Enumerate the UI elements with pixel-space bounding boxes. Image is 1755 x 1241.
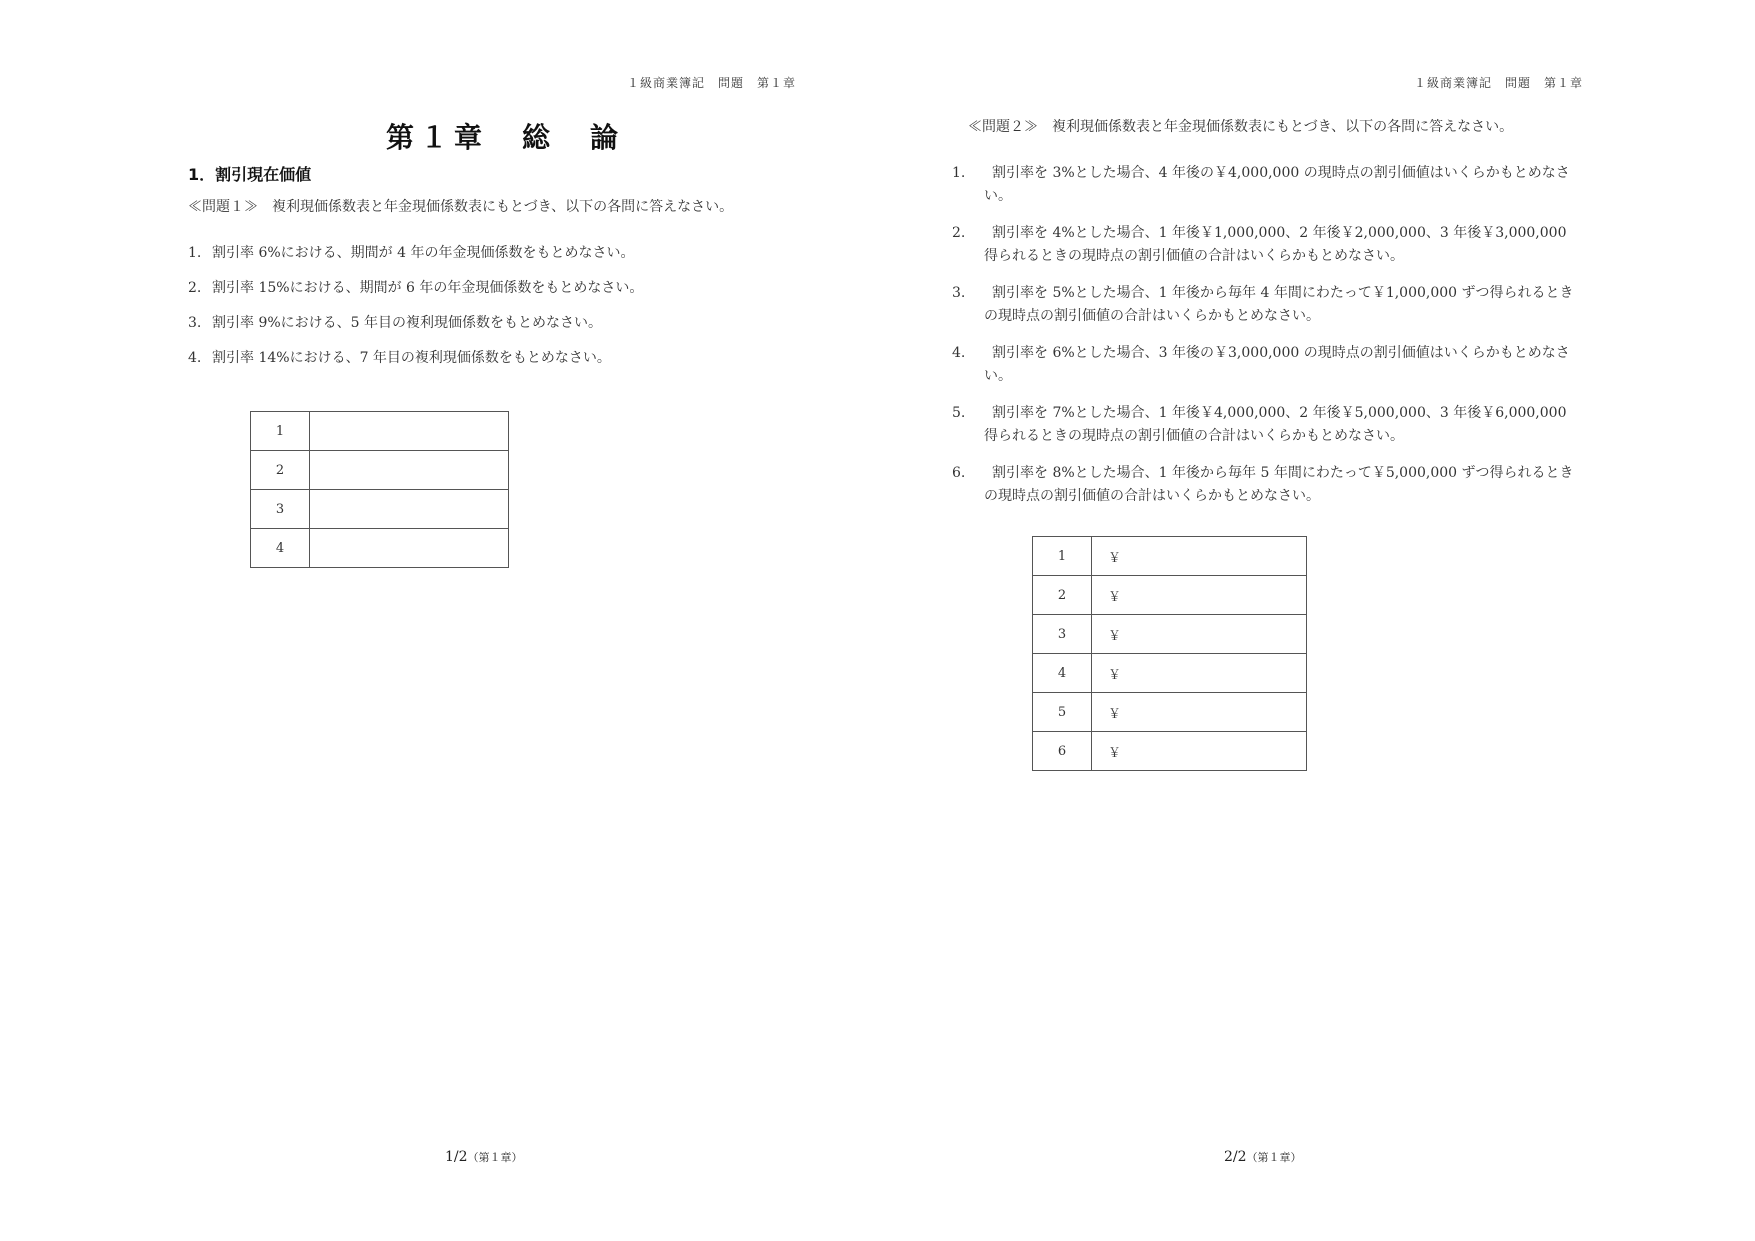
answer-cell[interactable]: ￥ [1092, 615, 1307, 654]
answer-cell[interactable] [310, 412, 509, 451]
question-text: 割引率を 3%とした場合、4 年後の￥4,000,000 の現時点の割引価値はいくらかもとめなさい。 [984, 165, 1570, 204]
answer-row [251, 451, 509, 490]
answer-row [251, 490, 509, 529]
answer-row [1033, 654, 1307, 693]
question-item [952, 222, 1583, 268]
answer-table [250, 411, 509, 568]
page-number: 1/2 [445, 1149, 468, 1165]
answer-number: 5 [1033, 693, 1092, 732]
question-number: 4. [952, 345, 966, 361]
question-item [188, 312, 788, 334]
question-number: 2. [952, 225, 966, 241]
footer-chapter-note: （第１章） [467, 1151, 523, 1164]
answer-number: 4 [251, 529, 310, 568]
answer-row [1033, 576, 1307, 615]
answer-number: 3 [251, 490, 310, 529]
question-text: 割引率を 7%とした場合、1 年後￥4,000,000、2 年後￥5,000,000、3 年後￥6,000,000 得られるときの現時点の割引価値の合計はいくらかもとめなさい。 [984, 405, 1567, 444]
question-number: 5. [952, 405, 966, 421]
page-header: １級商業簿記 問題 第１章 [627, 76, 797, 90]
question-number: 2. [188, 280, 202, 296]
answer-cell[interactable] [310, 490, 509, 529]
right-page [878, 0, 1755, 1241]
question-text: 割引率 9%における、5 年目の複利現価係数をもとめなさい。 [212, 315, 603, 331]
answer-cell[interactable] [310, 529, 509, 568]
page-header: １級商業簿記 問題 第１章 [1414, 76, 1584, 90]
answer-table [1032, 536, 1307, 771]
question-number: 1. [188, 245, 202, 261]
page-footer [445, 1149, 523, 1165]
answer-cell[interactable]: ￥ [1092, 732, 1307, 771]
question-text: 割引率を 6%とした場合、3 年後の￥3,000,000 の現時点の割引価値はいくらかもとめなさい。 [984, 345, 1570, 384]
question-text: 割引率を 5%とした場合、1 年後から毎年 4 年間にわたって￥1,000,000 ずつ得られるときの現時点の割引価値の合計はいくらかもとめなさい。 [984, 285, 1574, 324]
question-item [952, 342, 1583, 388]
footer-chapter-note: （第１章） [1246, 1151, 1302, 1164]
question-item [188, 242, 788, 264]
question-item [952, 462, 1583, 508]
question-text: 割引率を 8%とした場合、1 年後から毎年 5 年間にわたって￥5,000,000 ずつ得られるときの現時点の割引価値の合計はいくらかもとめなさい。 [984, 465, 1574, 504]
section-heading: 1．割引現在価値 [188, 165, 312, 184]
page-footer [1224, 1149, 1302, 1165]
question-number: 6. [952, 465, 966, 481]
problem-intro: ≪問題１≫ 複利現価係数表と年金現価係数表にもとづき、以下の各問に答えなさい。 [188, 199, 734, 215]
answer-number: 4 [1033, 654, 1092, 693]
question-list [188, 242, 788, 382]
question-number: 4. [188, 350, 202, 366]
answer-row [251, 529, 509, 568]
question-item [952, 282, 1583, 328]
answer-row [1033, 537, 1307, 576]
problem-intro: ≪問題２≫ 複利現価係数表と年金現価係数表にもとづき、以下の各問に答えなさい。 [968, 119, 1514, 135]
answer-cell[interactable] [310, 451, 509, 490]
answer-cell[interactable]: ￥ [1092, 537, 1307, 576]
answer-cell[interactable]: ￥ [1092, 576, 1307, 615]
question-item [188, 347, 788, 369]
question-number: 1. [952, 165, 966, 181]
answer-number: 3 [1033, 615, 1092, 654]
question-item [952, 402, 1583, 448]
chapter-title: 第１章 総 論 [386, 121, 625, 154]
question-item [952, 162, 1583, 208]
question-number: 3. [952, 285, 966, 301]
answer-number: 2 [1033, 576, 1092, 615]
question-list [952, 162, 1583, 522]
answer-cell[interactable]: ￥ [1092, 693, 1307, 732]
page-number: 2/2 [1224, 1149, 1247, 1165]
answer-row [1033, 693, 1307, 732]
question-text: 割引率 15%における、期間が 6 年の年金現価係数をもとめなさい。 [212, 280, 644, 296]
answer-number: 1 [1033, 537, 1092, 576]
answer-row [1033, 615, 1307, 654]
left-page [0, 0, 877, 1241]
question-text: 割引率を 4%とした場合、1 年後￥1,000,000、2 年後￥2,000,000、3 年後￥3,000,000 得られるときの現時点の割引価値の合計はいくらかもとめなさい。 [984, 225, 1567, 264]
answer-row [251, 412, 509, 451]
answer-cell[interactable]: ￥ [1092, 654, 1307, 693]
question-number: 3. [188, 315, 202, 331]
question-text: 割引率 14%における、7 年目の複利現価係数をもとめなさい。 [212, 350, 611, 366]
answer-number: 6 [1033, 732, 1092, 771]
answer-row [1033, 732, 1307, 771]
question-item [188, 277, 788, 299]
answer-number: 2 [251, 451, 310, 490]
question-text: 割引率 6%における、期間が 4 年の年金現価係数をもとめなさい。 [212, 245, 635, 261]
answer-number: 1 [251, 412, 310, 451]
